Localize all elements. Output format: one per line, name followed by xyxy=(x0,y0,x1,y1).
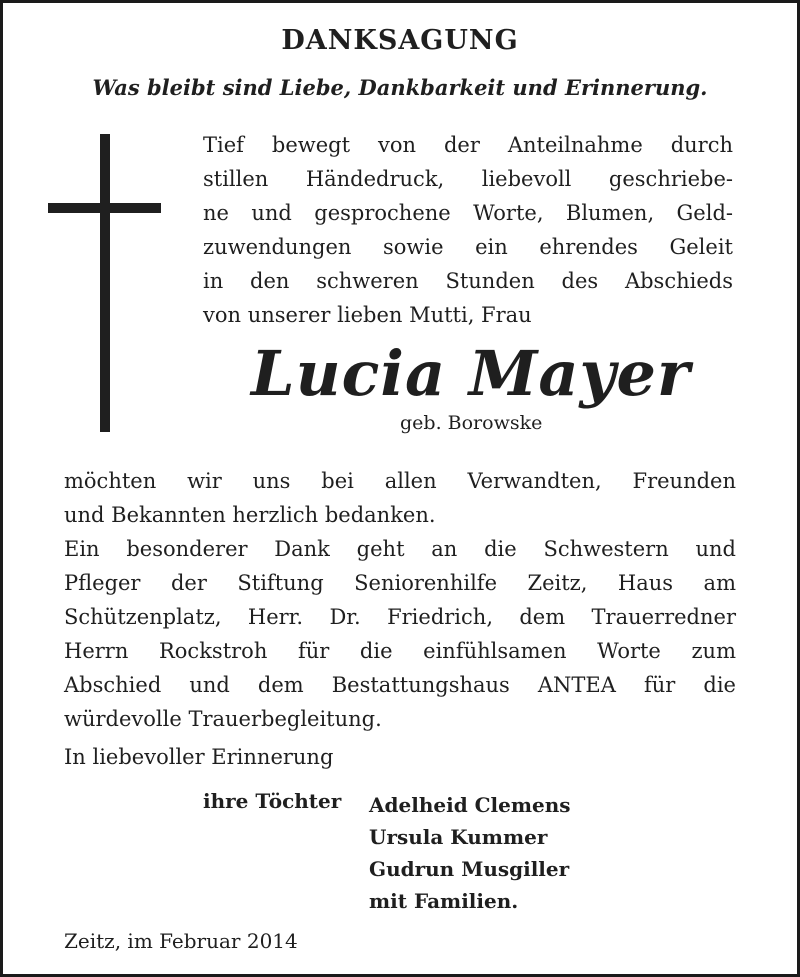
body-line: würdevolle Trauerbegleitung. xyxy=(64,707,382,731)
maiden-name: geb. Borowske xyxy=(400,412,543,434)
cross-vertical-bar xyxy=(100,134,110,432)
notice-heading: DANKSAGUNG xyxy=(281,25,519,56)
intro-line: Tief bewegt von der Anteilnahme durch xyxy=(203,133,733,157)
signatory-name: Ursula Kummer xyxy=(369,825,548,849)
closing-phrase: In liebevoller Erinnerung xyxy=(64,745,334,769)
body-line: Pfleger der Stiftung Seniorenhilfe Zeitz, Haus am xyxy=(64,571,736,595)
notice-subtitle: Was bleibt sind Liebe, Dankbarkeit und Erinnerung. xyxy=(92,75,708,100)
place-date: Zeitz, im Februar 2014 xyxy=(64,929,298,953)
deceased-name: Lucia Mayer xyxy=(251,337,691,410)
body-line: Herrn Rockstroh für die einfühlsamen Worte zum xyxy=(64,639,736,663)
intro-line: in den schweren Stunden des Abschieds xyxy=(203,269,733,293)
intro-line: ne und gesprochene Worte, Blumen, Geld- xyxy=(203,201,733,225)
signatory-name: mit Familien. xyxy=(369,889,519,913)
body-line: Ein besonderer Dank geht an die Schwestern und xyxy=(64,537,736,561)
intro-paragraph xyxy=(203,128,733,332)
body-line: Schützenplatz, Herr. Dr. Friedrich, dem Trauerredner xyxy=(64,605,736,629)
signatory-name: Adelheid Clemens xyxy=(369,793,571,817)
body-line: und Bekannten herzlich bedanken. xyxy=(64,503,436,527)
cross-horizontal-bar xyxy=(48,203,161,213)
intro-line: von unserer lieben Mutti, Frau xyxy=(203,303,532,327)
signatories-label: ihre Töchter xyxy=(203,789,342,813)
intro-line: stillen Händedruck, liebevoll geschriebe- xyxy=(203,167,733,191)
signatory-name: Gudrun Musgiller xyxy=(369,857,570,881)
signatories-list xyxy=(369,789,571,917)
body-line: möchten wir uns bei allen Verwandten, Freunden xyxy=(64,469,736,493)
body-line: Abschied und dem Bestattungshaus ANTEA für die xyxy=(64,673,736,697)
intro-line: zuwendungen sowie ein ehrendes Geleit xyxy=(203,235,733,259)
thanks-paragraph xyxy=(64,464,736,736)
